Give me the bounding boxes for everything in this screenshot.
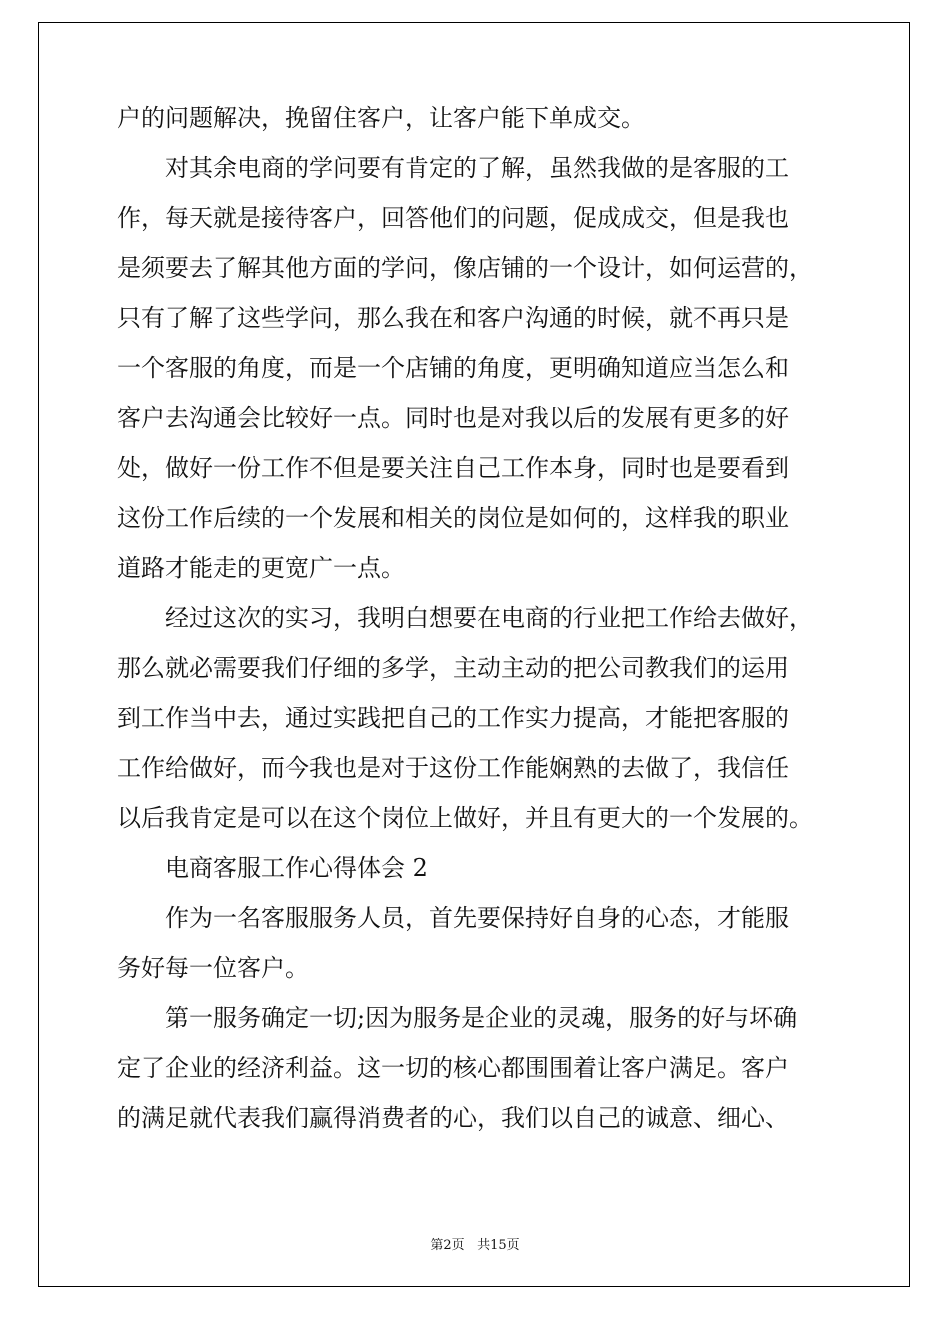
paragraph <box>117 993 837 1143</box>
text-line: 工作给做好，而今我也是对于这份工作能娴熟的去做了，我信任 <box>117 754 789 782</box>
text-line: 以后我肯定是可以在这个岗位上做好，并且有更大的一个发展的。 <box>117 804 813 832</box>
paragraph <box>117 143 837 593</box>
heading-text: 电商客服工作心得体会 2 <box>165 854 428 882</box>
text-line: 一个客服的角度，而是一个店铺的角度，更明确知道应当怎么和 <box>117 354 789 382</box>
text-line: 只有了解了这些学问，那么我在和客户沟通的时候，就不再只是 <box>117 304 789 332</box>
paragraph <box>117 93 837 143</box>
text-line: 是须要去了解其他方面的学问，像店铺的一个设计，如何运营的， <box>117 254 813 282</box>
text-line: 第一服务确定一切;因为服务是企业的灵魂，服务的好与坏确 <box>165 1004 798 1032</box>
page-footer <box>0 1234 950 1253</box>
paragraph <box>117 593 837 843</box>
text-line: 处，做好一份工作不但是要关注自己工作本身，同时也是要看到 <box>117 454 789 482</box>
text-line: 定了企业的经济利益。这一切的核心都围围着让客户满足。客户 <box>117 1054 789 1082</box>
page-number: 第2页 <box>430 1238 465 1253</box>
text-line: 作为一名客服服务人员，首先要保持好自身的心态，才能服 <box>165 904 789 932</box>
text-line: 户的问题解决，挽留住客户，让客户能下单成交。 <box>117 104 645 132</box>
text-line: 道路才能走的更宽广一点。 <box>117 554 405 582</box>
text-line: 到工作当中去，通过实践把自己的工作实力提高，才能把客服的 <box>117 704 789 732</box>
text-line: 这份工作后续的一个发展和相关的岗位是如何的，这样我的职业 <box>117 504 789 532</box>
paragraph <box>117 893 837 993</box>
text-line: 经过这次的实习，我明白想要在电商的行业把工作给去做好， <box>165 604 813 632</box>
page-total: 共15页 <box>477 1238 520 1253</box>
text-line: 务好每一位客户。 <box>117 954 309 982</box>
text-line: 客户去沟通会比较好一点。同时也是对我以后的发展有更多的好 <box>117 404 789 432</box>
text-line: 那么就必需要我们仔细的多学，主动主动的把公司教我们的运用 <box>117 654 789 682</box>
text-line: 的满足就代表我们赢得消费者的心，我们以自己的诚意、细心、 <box>117 1104 789 1132</box>
document-body <box>117 93 837 1143</box>
text-line: 对其余电商的学问要有肯定的了解，虽然我做的是客服的工 <box>165 154 789 182</box>
section-heading <box>117 843 837 893</box>
text-line: 作，每天就是接待客户，回答他们的问题，促成成交，但是我也 <box>117 204 789 232</box>
